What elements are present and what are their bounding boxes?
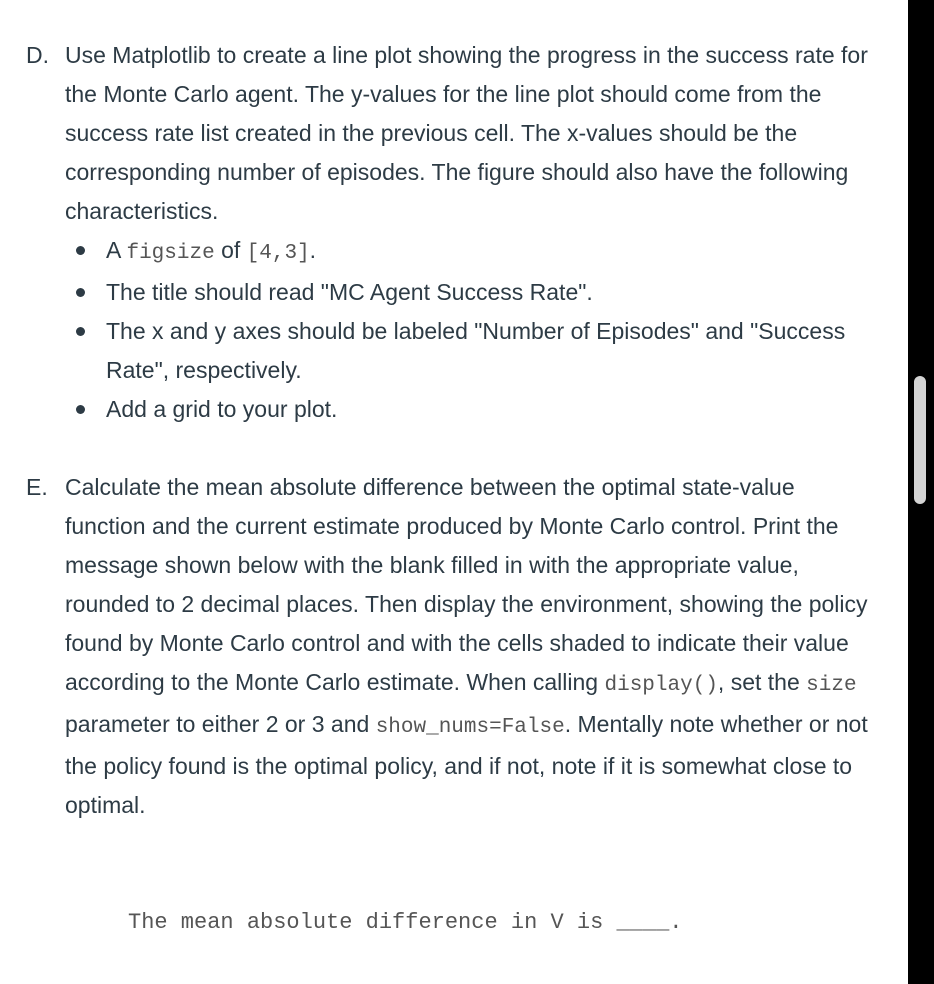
- bullet-dot-icon: [76, 288, 85, 297]
- bullet-figsize-text-c: .: [309, 237, 317, 263]
- bullet-figsize-text-b: of: [214, 237, 247, 263]
- bullet-title-text: The title should read "MC Agent Success Rate".: [106, 279, 593, 305]
- scrollbar-thumb[interactable]: [914, 376, 926, 504]
- figsize-code: figsize: [126, 242, 215, 265]
- bullet-figsize-text-a: A: [106, 237, 127, 263]
- bullet-axes: [106, 312, 880, 390]
- instruction-list: [0, 36, 880, 825]
- section-d-paragraph: Use Matplotlib to create a line plot showing the progress in the success rate for the Monte Carlo agent. The y-values for the line plot should come from the success rate list created in the previous cell. The x-values should be the corresponding number of episodes. The figure should also have the following characteristics.: [65, 42, 868, 224]
- show-nums-code: show_nums=False: [375, 716, 565, 739]
- figure-characteristics-list: [65, 231, 880, 429]
- section-d: [0, 36, 880, 429]
- bullet-title: [106, 273, 880, 312]
- bullet-grid: [106, 390, 880, 429]
- section-e-text-3: parameter to either 2 or 3 and: [65, 711, 376, 737]
- bullet-dot-icon: [76, 405, 85, 414]
- size-param-code: size: [806, 674, 857, 697]
- section-e: [0, 468, 880, 825]
- bullet-grid-text: Add a grid to your plot.: [106, 396, 338, 422]
- bullet-axes-text: The x and y axes should be labeled "Number of Episodes" and "Success Rate", respectively.: [106, 318, 846, 383]
- bullet-dot-icon: [76, 246, 85, 255]
- display-call-code: display(): [604, 674, 718, 697]
- bullet-figsize: [106, 231, 880, 273]
- bullet-dot-icon: [76, 327, 85, 336]
- section-e-text-2: , set the: [717, 669, 807, 695]
- section-d-marker: D.: [26, 42, 49, 68]
- figsize-value-code: [4,3]: [246, 242, 310, 265]
- section-e-marker: E.: [26, 474, 48, 500]
- expected-output-message: The mean absolute difference in V is ____.: [128, 910, 683, 935]
- section-e-text-1: Calculate the mean absolute difference between the optimal state-value function and the current estimate produced by Monte Carlo control. Print the message shown below with the blank filled in with the appropriate value, rounded to 2 decimal places. Then display the environment, showing the policy found by Monte Carlo control and with the cells shaded to indicate their value according to the Monte Carlo estimate. When calling: [65, 474, 868, 695]
- section-e-text-4: . Mentally note whether or not the policy found is the optimal policy, and if not, note if it is somewhat close to optimal.: [65, 711, 868, 818]
- section-e-paragraph: [65, 468, 880, 825]
